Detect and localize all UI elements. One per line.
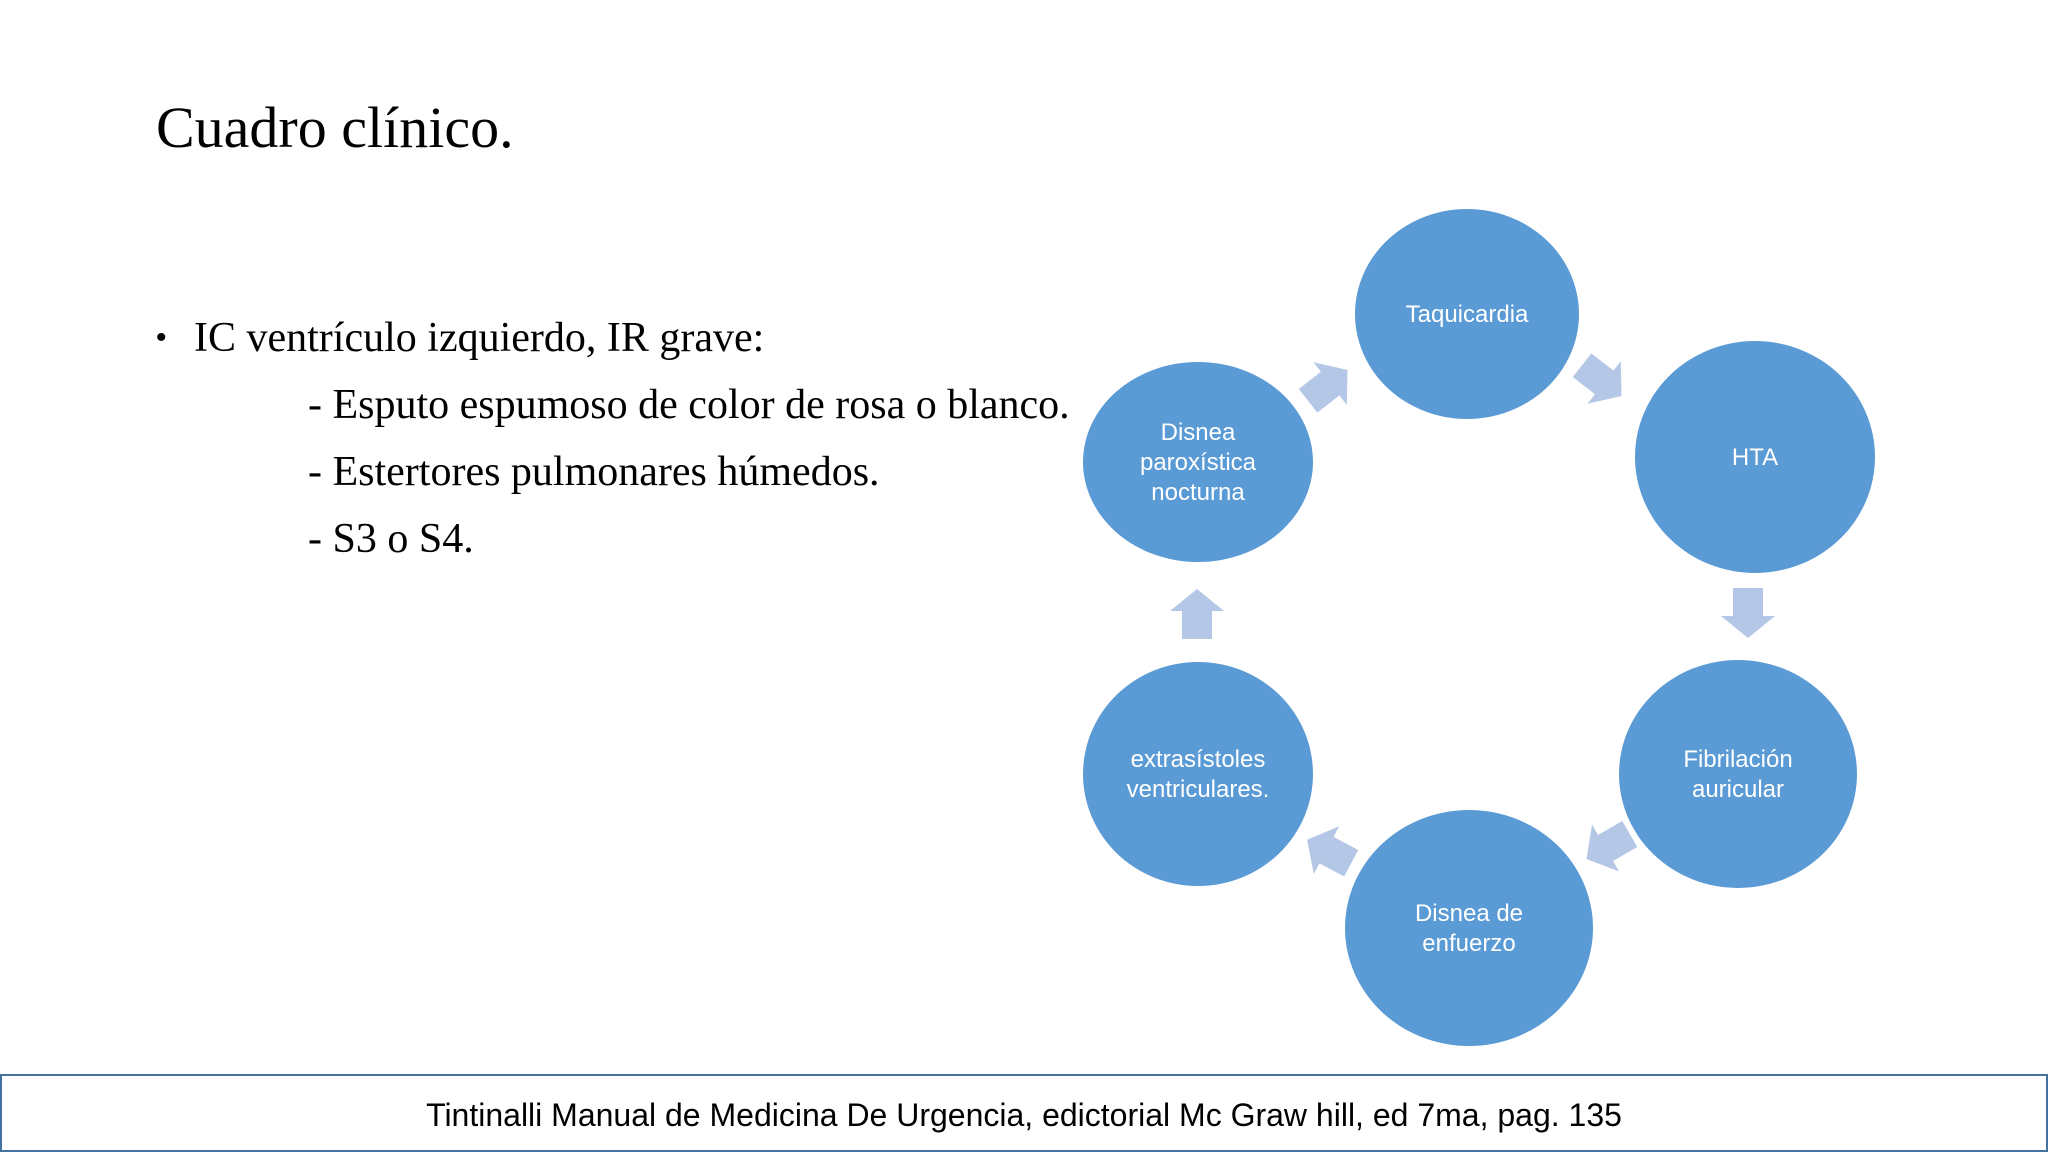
cycle-node	[1355, 209, 1579, 419]
cycle-node	[1083, 362, 1313, 562]
sub-item: - Esputo espumoso de color de rosa o blanco.	[308, 382, 1070, 428]
cycle-arrow	[1170, 589, 1224, 639]
cycle-node	[1635, 341, 1875, 573]
bullet-marker: •	[156, 321, 167, 354]
cycle-arrow	[1291, 349, 1364, 422]
cycle-node-label	[1732, 444, 1778, 471]
cycle-node-label-line: Disnea de	[1414, 900, 1524, 927]
citation-box	[0, 1074, 2048, 1152]
cycle-arrow	[1565, 344, 1638, 417]
cycle-node-label-line: nocturna	[1151, 479, 1245, 506]
cycle-node-label-line: enfuerzo	[1422, 930, 1516, 957]
slide-title: Cuadro clínico.	[156, 95, 514, 160]
cycle-node-label-line: auricular	[1691, 776, 1785, 803]
bullet-text: IC ventrículo izquierdo, IR grave:	[194, 315, 765, 361]
cycle-node-label-line: Disnea	[1160, 419, 1236, 446]
citation-text: Tintinalli Manual de Medicina De Urgencia, edictorial Mc Graw hill, ed 7ma, pag. 135	[426, 1096, 1622, 1133]
cycle-node-label	[1406, 301, 1529, 328]
cycle-node-label-line: Taquicardia	[1405, 301, 1529, 328]
cycle-arrow	[1721, 588, 1775, 638]
cycle-node	[1083, 662, 1313, 886]
cycle-node-label-line: HTA	[1731, 444, 1779, 471]
cycle-node-label-line: paroxística	[1139, 449, 1257, 476]
sub-item: - Estertores pulmonares húmedos.	[308, 449, 880, 495]
sub-item: - S3 o S4.	[308, 516, 474, 562]
cycle-arrow	[1294, 816, 1363, 887]
cycle-node-circle	[1345, 810, 1593, 1046]
cycle-node-circle	[1619, 660, 1857, 888]
cycle-node-label-line: extrasístoles	[1130, 746, 1266, 773]
cycle-node	[1619, 660, 1857, 888]
cycle-node-label-line: ventriculares.	[1126, 776, 1270, 803]
cycle-node-label-line: Fibrilación	[1683, 746, 1793, 773]
cycle-node-circle	[1083, 662, 1313, 886]
cycle-node	[1345, 810, 1593, 1046]
